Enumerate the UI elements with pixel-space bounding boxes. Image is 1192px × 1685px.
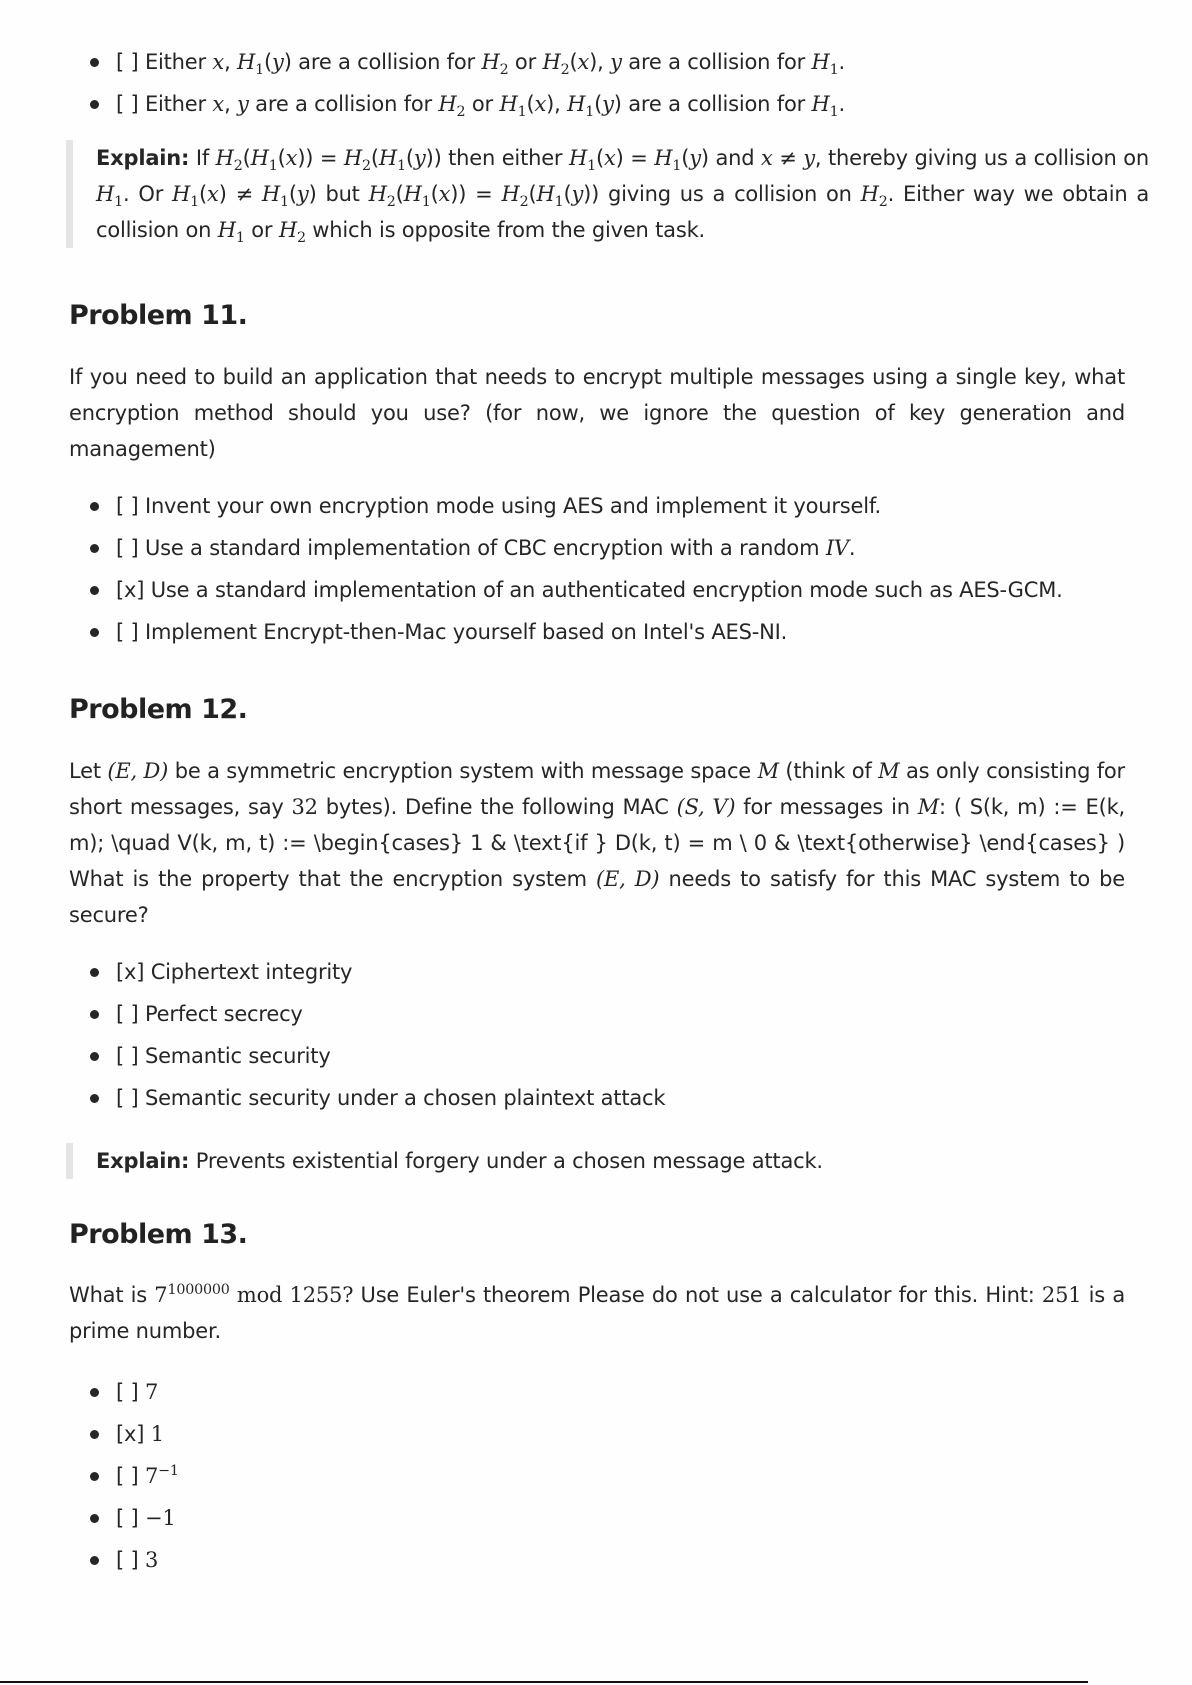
option-item[interactable] <box>69 993 1125 1035</box>
option-value: −1 <box>144 1506 176 1530</box>
prev-problem-explain: Explain: If $H_2(H_1(x)) = H_2(H_1(y))$ then either $H_1(x) = H_1(y)$ and x ≠ y, thereby giving us a collision on $H_1$. Or $H_1(x) \ne H_1(y)$ but $H_2(H_1(x)) = H_2(H_1(y))$ giving us a collision on $H_2$. Either way we obtain a collision on $H_1$ or $H_2$ which is opposite from the given task. <box>66 140 1149 248</box>
option-item[interactable] <box>69 1539 1125 1581</box>
option-item[interactable] <box>69 1413 1125 1455</box>
option-item[interactable]: [ ] Either x, y are a collision for $H_2$ or $H_1(x)$, $H_1(y)$ are a collision for $H_1$. <box>69 83 1125 125</box>
option-mark: [ ] <box>116 1464 139 1488</box>
option-text: Perfect secrecy <box>144 1002 303 1026</box>
option-mark: [ ] <box>116 92 139 116</box>
problem-12-title: Problem 12. <box>69 694 248 725</box>
bullet-icon <box>90 1430 99 1439</box>
bullet-icon <box>90 1556 99 1565</box>
problem-13-options <box>69 1371 1125 1581</box>
bullet-icon <box>90 1472 99 1481</box>
bullet-icon <box>90 1052 99 1061</box>
option-mark: [ ] <box>116 620 139 644</box>
option-mark: [ ] <box>116 1002 139 1026</box>
option-mark: [ ] <box>116 1380 139 1404</box>
explain-text: Prevents existential forgery under a chosen message attack. <box>195 1149 823 1173</box>
bullet-icon <box>90 544 99 553</box>
blockquote-bar <box>66 140 73 248</box>
option-text: Semantic security <box>144 1044 331 1068</box>
problem-12-question: Let (E, D) be a symmetric encryption system with message space M (think of M as only consisting for short messages, say 32 bytes). Define the following MAC (S, V) for messages in M: ( S(k, m) := E(k, m); \quad V(k, m, t) := \begin{cases} 1 & \text{if } D(k, t) = m \ 0 & \text{otherwise} \end{cases} ) What is the property that the encryption system (E, D) needs to satisfy for this MAC system to be secure? <box>69 759 1126 927</box>
option-item[interactable] <box>69 1497 1125 1539</box>
option-item[interactable]: [ ] Use a standard implementation of CBC encryption with a random IV. <box>69 527 1125 569</box>
bullet-icon <box>90 968 99 977</box>
option-item[interactable] <box>69 951 1125 993</box>
option-item[interactable] <box>69 1455 1125 1497</box>
bullet-icon <box>90 1514 99 1523</box>
problem-13-question: What is $7^{1000000}$ mod 1255? Use Euler's theorem Please do not use a calculator for this. Hint: 251 is a prime number. <box>69 1282 1125 1343</box>
option-mark: [ ] <box>116 1506 139 1530</box>
problem-12-options <box>69 951 1125 1119</box>
option-text: Implement Encrypt-then-Mac yourself based on Intel's AES-NI. <box>144 620 788 644</box>
bullet-icon <box>90 628 99 637</box>
option-mark: [ ] <box>116 1548 139 1572</box>
prev-problem-options <box>69 41 1125 125</box>
option-mark: [x] <box>116 578 145 602</box>
option-mark: [x] <box>116 960 145 984</box>
option-mark: [x] <box>116 1422 145 1446</box>
option-value: 7 <box>144 1380 159 1404</box>
option-mark: [ ] <box>116 1044 139 1068</box>
option-item[interactable] <box>69 569 1125 611</box>
option-item[interactable] <box>69 1371 1125 1413</box>
bullet-icon <box>90 100 99 109</box>
bullet-icon <box>90 1094 99 1103</box>
option-text: Ciphertext integrity <box>150 960 353 984</box>
option-mark: [ ] <box>116 1086 139 1110</box>
problem-11-question: If you need to build an application that needs to encrypt multiple messages using a single key, what encryption method should you use? (for now, we ignore the question of key generation and management) <box>69 365 1125 461</box>
option-item[interactable] <box>69 1077 1125 1119</box>
bullet-icon <box>90 1388 99 1397</box>
option-text: Invent your own encryption mode using AES and implement it yourself. <box>144 494 882 518</box>
option-text: Semantic security under a chosen plaintext attack <box>144 1086 666 1110</box>
explain-label: Explain: <box>96 1149 190 1173</box>
option-mark: [ ] <box>116 50 139 74</box>
option-item[interactable]: [ ] Either x, $H_1(y)$ are a collision for $H_2$ or $H_2(x)$, y are a collision for $H_1$. <box>69 41 1125 83</box>
bullet-icon <box>90 1010 99 1019</box>
blockquote-bar <box>66 1143 73 1179</box>
page-bottom-divider <box>0 1681 1088 1683</box>
bullet-icon <box>90 586 99 595</box>
bullet-icon <box>90 58 99 67</box>
option-item[interactable] <box>69 485 1125 527</box>
option-item[interactable] <box>69 1035 1125 1077</box>
option-mark: [ ] <box>116 494 139 518</box>
option-item[interactable] <box>69 611 1125 653</box>
explain-label: Explain: <box>96 146 190 170</box>
problem-11-title: Problem 11. <box>69 300 248 331</box>
option-value: 1 <box>150 1422 164 1446</box>
option-mark: [ ] <box>116 536 139 560</box>
problem-13-title: Problem 13. <box>69 1219 248 1250</box>
option-text: Use a standard implementation of an authenticated encryption mode such as AES-GCM. <box>150 578 1063 602</box>
option-value: 3 <box>144 1548 159 1572</box>
option-value: 7 <box>144 1464 159 1488</box>
problem-12-explain <box>66 1143 1149 1179</box>
option-exponent: −1 <box>158 1463 179 1479</box>
problem-11-options <box>69 485 1125 653</box>
bullet-icon <box>90 502 99 511</box>
